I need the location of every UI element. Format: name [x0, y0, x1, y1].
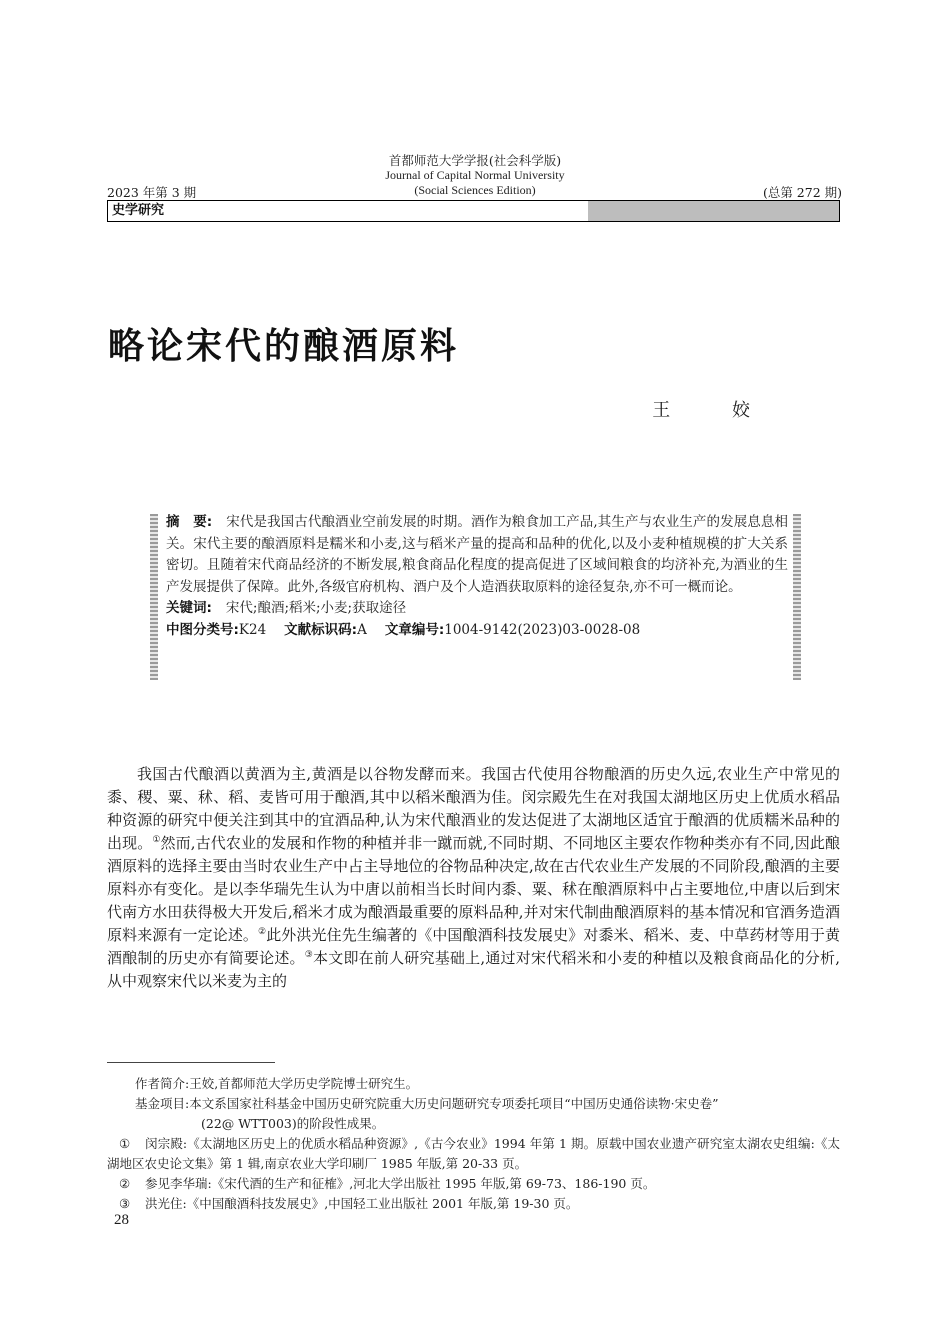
- body-text-segment: 我国古代酿酒以黄酒为主,黄酒是以谷物发酵而来。我国古代使用谷物酿酒的历史久远,农业生产中常见的黍、稷、粟、秫、稻、麦皆可用于酿酒,其中以稻米酿酒为佳。闵宗殿先生在对我国太湖地区历史上优质水稻品种资源的研究中便关注到其中的宜酒品种,认为宋代酿酒业的发达促进了太湖地区适宜于酿酒的优质糯米品种的出现。: [107, 765, 840, 852]
- doc-code-value: A: [357, 621, 367, 638]
- body-text: [107, 763, 840, 993]
- abstract-right-border: [793, 514, 801, 680]
- footnote-2-text: 参见李华瑞:《宋代酒的生产和征榷》,河北大学出版社 1995 年版,第 69-73、186-190 页。: [145, 1176, 656, 1191]
- footnote-3-marker: ③: [119, 1196, 131, 1211]
- page-number: 28: [114, 1212, 129, 1228]
- article-title: 略论宋代的酿酒原料: [108, 326, 460, 367]
- fund-info: 基金项目:本文系国家社科基金中国历史研究院重大历史问题研究专项委托项目“中国历史通俗读物·宋史卷”: [135, 1096, 719, 1111]
- footnote-ref-3[interactable]: ③: [304, 950, 314, 960]
- footnote-3-text: 洪光住:《中国酿酒科技发展史》,中国轻工业出版社 2001 年版,第 19-30 页。: [145, 1196, 579, 1211]
- journal-name-en: Journal of Capital Normal University: [385, 168, 565, 182]
- footnote-ref-2[interactable]: ②: [258, 927, 267, 937]
- footnote-2-marker: ②: [119, 1176, 131, 1191]
- keywords-text: 宋代;酿酒;稻米;小麦;获取途径: [225, 600, 407, 616]
- footnote-1-marker: ①: [119, 1136, 131, 1151]
- total-issue-number: (总第 272 期): [762, 185, 842, 200]
- journal-header: [330, 153, 620, 198]
- abstract-label: 摘 要:: [166, 514, 213, 530]
- article-number-label: 文章编号:: [384, 621, 445, 638]
- footnotes: [107, 1074, 840, 1214]
- abstract-left-border: [150, 514, 158, 680]
- footnote-3: [107, 1194, 840, 1214]
- body-paragraph: [107, 763, 840, 993]
- keywords-label: 关键词:: [166, 600, 212, 616]
- footnote-ref-1[interactable]: ①: [152, 835, 161, 845]
- clc-label: 中图分类号:: [166, 621, 239, 638]
- abstract-block: [166, 512, 788, 641]
- section-label: 史学研究: [112, 203, 165, 218]
- section-bar: [107, 200, 840, 222]
- body-text-segment: 此外洪光住先生编著的《中国酿酒科技发展史》对黍米、稻米、麦、中草药材等用于黄酒酿制的历史亦有简要论述。: [107, 926, 840, 967]
- abstract-text: 宋代是我国古代酿酒业空前发展的时期。酒作为粮食加工产品,其生产与农业生产的发展息息相关。宋代主要的酿酒原料是糯米和小麦,这与稻米产量的提高和品种的优化,以及小麦种植规模的扩大关系密切。且随着宋代商品经济的不断发展,粮食商品化程度的提高促进了区域间粮食的均济补充,为酒业的生产发展提供了保障。此外,各级官府机构、酒户及个人造酒获取原料的途径复杂,亦不可一概而论。: [166, 514, 788, 595]
- footnote-1: [107, 1134, 840, 1174]
- journal-edition: (Social Sciences Edition): [414, 183, 536, 197]
- article-author: 王 姣: [652, 400, 778, 421]
- doc-code-label: 文献标识码:: [284, 621, 358, 638]
- keywords-line: [166, 598, 788, 620]
- section-bar-shade: [588, 201, 839, 221]
- body-text-segment: 然而,古代农业的发展和作物的种植并非一蹴而就,不同时期、不同地区主要农作物种类亦有不同,因此酿酒原料的选择主要由当时农业生产中占主导地位的谷物品种决定,故在古代农业生产发展的不同阶段,酿酒的主要原料亦有变化。是以李华瑞先生认为中唐以前相当长时间内黍、粟、秫在酿酒原料中占主要地位,中唐以后到宋代南方水田获得极大开发后,稻米才成为酿酒最重要的原料品种,并对宋代制曲酿酒原料的基本情况和官酒务造酒原料来源有一定论述。: [107, 834, 840, 944]
- issue-number: 2023 年第 3 期: [107, 185, 197, 200]
- footnote-1-text: 闵宗殿:《太湖地区历史上的优质水稻品种资源》,《古今农业》1994 年第 1 期。原载中国农业遗产研究室太湖农史组编:《太湖地区农史论文集》第 1 辑,南京农业大学印刷厂 1985 年版,第 20-33 页。: [107, 1136, 840, 1171]
- fund-info-cont: (22@ WTT003)的阶段性成果。: [201, 1116, 385, 1131]
- author-intro: 作者简介:王姣,首都师范大学历史学院博士研究生。: [135, 1076, 419, 1091]
- footnote-divider: [107, 1062, 275, 1063]
- article-number-value: 1004-9142(2023)03-0028-08: [444, 621, 641, 638]
- body-text-segment: 本文即在前人研究基础上,通过对宋代稻米和小麦的种植以及粮食商品化的分析,从中观察宋代以米麦为主的: [107, 949, 840, 990]
- journal-name-cn: 首都师范大学学报(社会科学版): [388, 153, 562, 168]
- footnote-2: [107, 1174, 840, 1194]
- clc-value: K24: [238, 621, 267, 638]
- classification-line: [166, 620, 788, 642]
